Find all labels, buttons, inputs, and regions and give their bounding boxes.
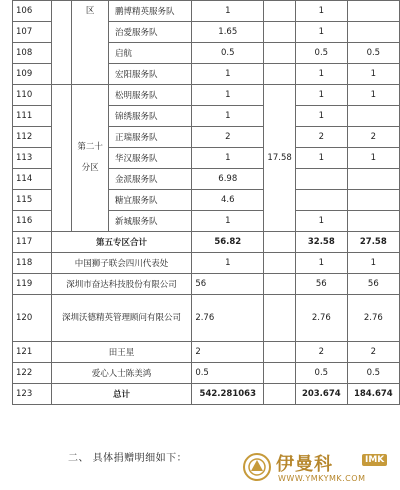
amount-cell: 542.281063 (192, 384, 264, 405)
donor-name: 中国狮子联会四川代表处 (51, 253, 192, 274)
watermark-text: 伊曼科 (276, 454, 333, 475)
row-number: 115 (13, 190, 52, 211)
row-number: 114 (13, 169, 52, 190)
amount-cell (264, 22, 296, 43)
table-row (13, 295, 400, 342)
amount-cell: 1 (295, 253, 347, 274)
amount-cell: 1 (192, 1, 264, 22)
row-number: 122 (13, 363, 52, 384)
amount-cell (347, 169, 399, 190)
amount-cell: 1 (295, 22, 347, 43)
amount-cell: 0.5 (295, 363, 347, 384)
amount-cell: 0.5 (192, 43, 264, 64)
amount-cell (264, 384, 296, 405)
team-name: 新城服务队 (109, 211, 192, 232)
row-number: 118 (13, 253, 52, 274)
table-row (13, 384, 400, 405)
amount-cell: 2.76 (295, 295, 347, 342)
row-number: 123 (13, 384, 52, 405)
amount-cell (264, 1, 296, 22)
amount-cell (264, 295, 296, 342)
amount-cell: 2 (347, 342, 399, 363)
row-number: 119 (13, 274, 52, 295)
amount-cell: 1 (192, 148, 264, 169)
amount-cell (295, 190, 347, 211)
amount-cell (264, 43, 296, 64)
amount-cell (347, 106, 399, 127)
amount-cell: 2 (192, 127, 264, 148)
row-number: 116 (13, 211, 52, 232)
amount-cell: 27.58 (347, 232, 399, 253)
amount-cell (347, 22, 399, 43)
amount-cell: 1 (295, 211, 347, 232)
table-row (13, 342, 400, 363)
row-number: 106 (13, 1, 52, 22)
amount-cell: 6.98 (192, 169, 264, 190)
amount-cell: 0.5 (295, 43, 347, 64)
amount-cell: 56 (347, 274, 399, 295)
amount-cell: 56 (295, 274, 347, 295)
amount-cell: 184.674 (347, 384, 399, 405)
district-spacer (51, 1, 71, 85)
amount-cell (347, 1, 399, 22)
table-row (13, 85, 400, 106)
amount-cell: 4.6 (192, 190, 264, 211)
amount-cell (264, 342, 296, 363)
row-number: 111 (13, 106, 52, 127)
amount-cell: 1 (347, 148, 399, 169)
amount-cell: 2 (295, 342, 347, 363)
table-row (13, 274, 400, 295)
row-number: 108 (13, 43, 52, 64)
amount-cell: 0.5 (347, 43, 399, 64)
row-number: 113 (13, 148, 52, 169)
amount-cell: 1 (295, 1, 347, 22)
row-number: 110 (13, 85, 52, 106)
amount-cell: 2.76 (347, 295, 399, 342)
row-number: 109 (13, 64, 52, 85)
amount-cell (264, 363, 296, 384)
amount-cell: 1 (347, 253, 399, 274)
amount-cell: 1 (295, 64, 347, 85)
amount-cell: 1 (192, 85, 264, 106)
team-name: 正瑞服务队 (109, 127, 192, 148)
watermark (242, 450, 392, 486)
team-name: 治愛服务队 (109, 22, 192, 43)
amount-cell: 1 (347, 64, 399, 85)
table-row (13, 363, 400, 384)
row-number: 107 (13, 22, 52, 43)
section-title: 二、 具体捐赠明细如下： (68, 453, 188, 464)
total-label: 总计 (51, 384, 192, 405)
amount-cell: 2 (295, 127, 347, 148)
team-name: 启航 (109, 43, 192, 64)
row-number: 120 (13, 295, 52, 342)
subtotal-label: 第五专区合计 (51, 232, 192, 253)
district-label: 第二十分区 (72, 85, 109, 232)
amount-cell (264, 232, 296, 253)
table-row (13, 1, 400, 22)
amount-cell: 1 (192, 211, 264, 232)
lion-emblem-icon (242, 452, 272, 482)
donor-name: 田王星 (51, 342, 192, 363)
amount-cell (264, 253, 296, 274)
team-name: 鹏博精英服务队 (109, 1, 192, 22)
donor-name: 深圳沃德精英管理顾问有限公司 (51, 295, 192, 342)
amount-cell: 1 (192, 253, 264, 274)
amount-cell (347, 211, 399, 232)
donor-name: 深圳市奋达科技股份有限公司 (51, 274, 192, 295)
team-name: 锦绣服务队 (109, 106, 192, 127)
amount-cell: 1 (192, 64, 264, 85)
amount-cell (295, 169, 347, 190)
amount-cell (264, 64, 296, 85)
amount-cell: 56 (192, 274, 264, 295)
table-row (13, 232, 400, 253)
amount-cell: 32.58 (295, 232, 347, 253)
team-name: 糖宜服务队 (109, 190, 192, 211)
amount-cell: 2 (347, 127, 399, 148)
district-spacer (51, 85, 71, 232)
watermark-badge: IMK (362, 454, 387, 466)
team-name: 松明服务队 (109, 85, 192, 106)
team-name: 金派服务队 (109, 169, 192, 190)
row-number: 112 (13, 127, 52, 148)
amount-cell (264, 274, 296, 295)
amount-cell: 1 (295, 106, 347, 127)
amount-cell: 1.65 (192, 22, 264, 43)
amount-cell: 0.5 (192, 363, 264, 384)
row-number: 117 (13, 232, 52, 253)
row-number: 121 (13, 342, 52, 363)
team-name: 华汉服务队 (109, 148, 192, 169)
amount-cell: 0.5 (347, 363, 399, 384)
team-name: 宏阳服务队 (109, 64, 192, 85)
watermark-url: WWW.YMKYMK.COM (278, 474, 366, 483)
amount-cell: 1 (295, 85, 347, 106)
donor-name: 爱心人士陈美鸿 (51, 363, 192, 384)
table-row (13, 253, 400, 274)
amount-cell: 1 (192, 106, 264, 127)
amount-cell (347, 190, 399, 211)
district-subtotal: 17.58 (264, 85, 296, 232)
amount-cell: 1 (347, 85, 399, 106)
amount-cell: 56.82 (192, 232, 264, 253)
district-label: 区 (72, 1, 109, 85)
donation-table (12, 0, 400, 405)
amount-cell: 2 (192, 342, 264, 363)
amount-cell: 203.674 (295, 384, 347, 405)
amount-cell: 2.76 (192, 295, 264, 342)
amount-cell: 1 (295, 148, 347, 169)
